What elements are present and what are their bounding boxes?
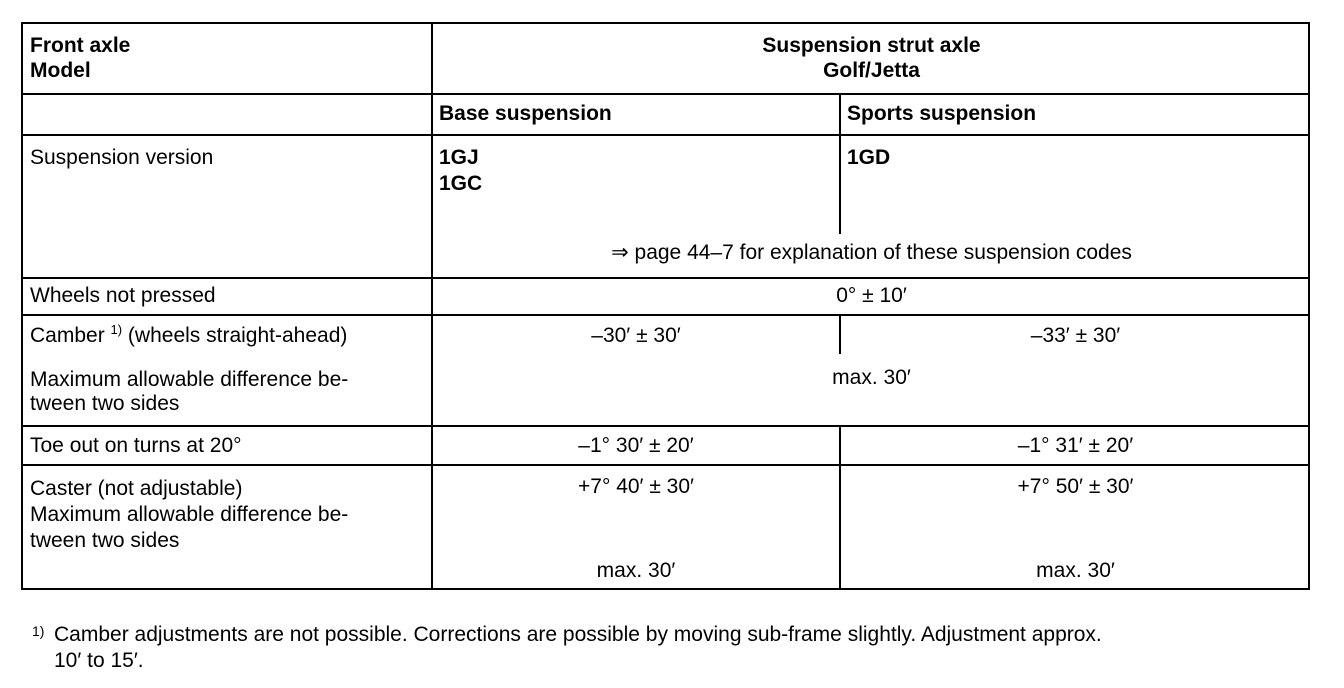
toe-out-label: Toe out on turns at 20° (30, 434, 242, 457)
camber-diff-label-line1: Maximum allowable difference be- (30, 368, 349, 391)
row-divider (23, 134, 1308, 136)
row-divider (23, 93, 1308, 95)
caster-base-diff-value: max. 30′ (596, 559, 676, 582)
caster-diff-label-line1: Maximum allowable difference be- (30, 503, 349, 526)
caster-diff-label-line2: tween two sides (30, 529, 180, 552)
wheels-not-pressed-value: 0° ± 10′ (836, 284, 907, 307)
caster-sports-diff-value: max. 30′ (1036, 559, 1115, 582)
base-code-1gc: 1GC (439, 172, 483, 195)
base-code-1gj: 1GJ (439, 146, 479, 169)
wheel-alignment-spec-table (21, 22, 1310, 590)
model-name-title: Golf/Jetta (823, 59, 920, 82)
caster-sports-value: +7° 50′ ± 30′ (1017, 475, 1134, 498)
wheels-not-pressed-label: Wheels not pressed (30, 284, 216, 307)
toe-out-base-value: –1° 30′ ± 20′ (578, 434, 694, 457)
camber-diff-label-line2: tween two sides (30, 392, 180, 415)
sports-suspension-header: Sports suspension (847, 102, 1037, 125)
sports-code-1gd: 1GD (847, 146, 891, 169)
front-axle-label: Front axle (30, 34, 131, 57)
row-divider (23, 464, 1308, 466)
camber-sports-value: –33′ ± 30′ (1030, 324, 1121, 347)
footnote-marker: 1) (32, 623, 45, 639)
row-divider (23, 314, 1308, 316)
footnote-ref: 1) (110, 322, 123, 337)
caster-base-value: +7° 40′ ± 30′ (578, 475, 694, 498)
model-label: Model (30, 59, 91, 82)
caster-label: Caster (not adjustable) (30, 477, 243, 500)
footnote-line1: Camber adjustments are not possible. Corrections are possible by moving sub-frame slightly. Adjustment approx. (54, 623, 1102, 646)
column-divider (839, 93, 841, 234)
camber-diff-value: max. 30′ (832, 366, 911, 389)
suspension-version-label: Suspension version (30, 146, 214, 169)
base-suspension-header: Base suspension (439, 102, 612, 125)
suspension-code-reference: ⇒ page 44–7 for explanation of these suspension codes (611, 241, 1132, 264)
axle-type-title: Suspension strut axle (762, 34, 981, 57)
camber-base-value: –30′ ± 30′ (591, 324, 681, 347)
camber-label: Camber $^{1)}$ (wheels straight-ahead) (30, 322, 348, 347)
row-divider (23, 277, 1308, 279)
footnote-line2: 10′ to 15′. (54, 649, 144, 672)
row-divider (23, 425, 1308, 427)
footnote (32, 622, 1322, 674)
toe-out-sports-value: –1° 31′ ± 20′ (1017, 434, 1134, 457)
